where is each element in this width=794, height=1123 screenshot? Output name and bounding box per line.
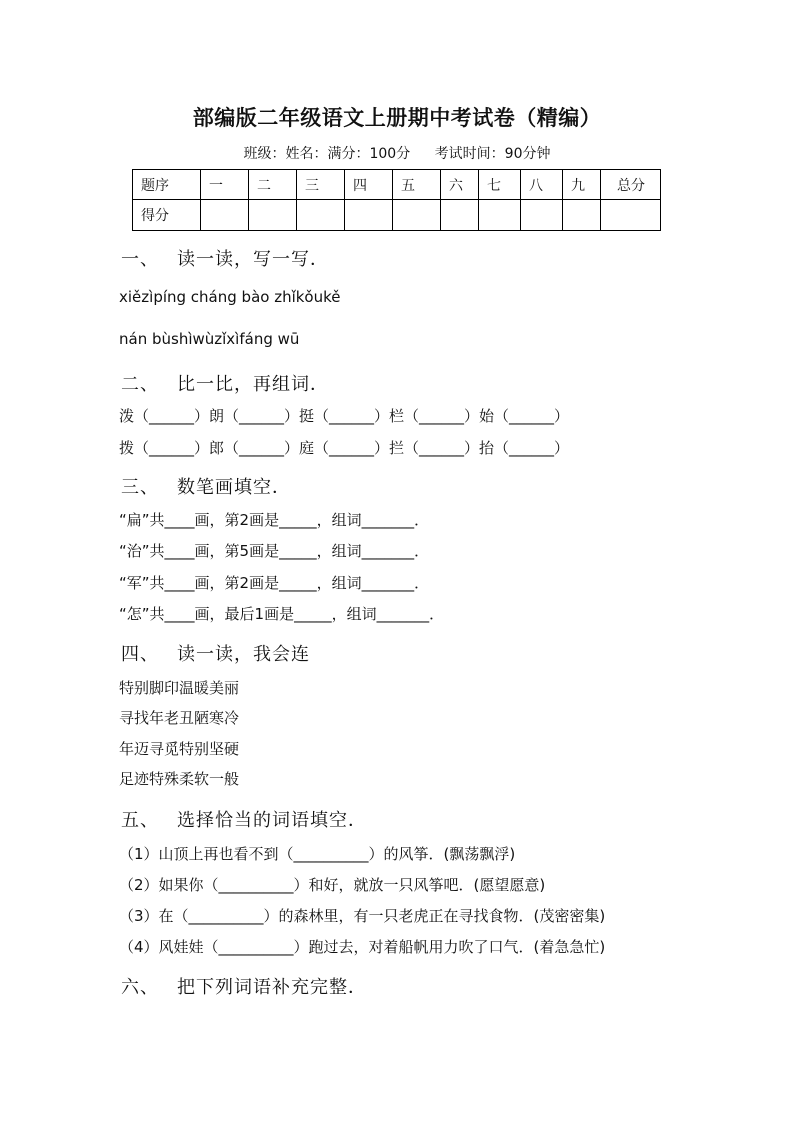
section-1-heading (121, 245, 329, 271)
section-number: 五、 (121, 810, 159, 831)
section-title: 数笔画填空． (177, 477, 291, 498)
score-table-header-row (133, 170, 661, 200)
compare-words-line: 拨（______）郎（______）庭（______）拦（______）抬（______） (119, 439, 570, 457)
score-row-label: 得分 (133, 200, 201, 231)
section-title: 读一读，写一写． (177, 249, 329, 270)
score-table (132, 169, 661, 231)
stroke-question: “扁”共____画，第2画是_____，组词_______． (119, 511, 430, 529)
score-cell[interactable] (249, 200, 297, 231)
score-table-header-cell: 九 (563, 170, 601, 200)
stroke-question: “治”共____画，第5画是_____，组词_______． (119, 542, 430, 560)
page-title: 部编版二年级语文上册期中考试卷（精编） (192, 105, 602, 130)
score-table-header-cell: 题序 (133, 170, 201, 200)
pinyin-line: nán bùshìwùzǐxìfáng wū (119, 330, 300, 348)
matching-line: 寻找年老丑陋寒冷 (119, 709, 240, 727)
matching-line: 足迹特殊柔软一般 (119, 770, 240, 788)
class-name-score-info: 班级：姓名：满分：100分 (243, 146, 411, 162)
score-table-header-cell: 二 (249, 170, 297, 200)
score-cell[interactable] (201, 200, 249, 231)
score-cell[interactable] (393, 200, 441, 231)
section-number: 六、 (121, 977, 159, 998)
fill-in-question: （4）风娃娃（__________）跑过去，对着船帆用力吹了口气．(着急急忙) (119, 938, 606, 956)
fill-in-question: （3）在（__________）的森林里，有一只老虎正在寻找食物．(茂密密集) (119, 907, 606, 925)
exam-info (0, 143, 794, 163)
exam-time: 考试时间：90分钟 (434, 146, 551, 162)
score-table-header-cell: 四 (345, 170, 393, 200)
section-number: 一、 (121, 249, 159, 270)
compare-words-line: 泼（______）朗（______）挺（______）栏（______）始（______） (119, 407, 570, 425)
score-table-header-cell: 六 (441, 170, 479, 200)
score-cell[interactable] (345, 200, 393, 231)
score-table-header-cell: 七 (479, 170, 521, 200)
score-table-score-row (133, 200, 661, 231)
section-6-heading (121, 973, 367, 999)
section-number: 二、 (121, 374, 159, 395)
score-table-header-cell: 三 (297, 170, 345, 200)
section-4-heading (121, 640, 310, 666)
section-title: 把下列词语补充完整． (177, 977, 367, 998)
score-cell[interactable] (297, 200, 345, 231)
matching-line: 特别脚印温暖美丽 (119, 679, 240, 697)
score-cell[interactable] (521, 200, 563, 231)
score-cell[interactable] (441, 200, 479, 231)
section-number: 三、 (121, 477, 159, 498)
fill-in-question: （1）山顶上再也看不到（__________）的风筝．(飘荡飘浮) (119, 845, 516, 863)
matching-line: 年迈寻觅特别坚硬 (119, 740, 240, 758)
section-title: 读一读，我会连 (177, 644, 310, 665)
score-table-header-cell: 八 (521, 170, 563, 200)
stroke-question: “军”共____画，第2画是_____，组词_______． (119, 574, 430, 592)
fill-in-question: （2）如果你（__________）和好，就放一只风筝吧．(愿望愿意) (119, 876, 546, 894)
stroke-question: “怎”共____画，最后1画是_____，组词_______． (119, 605, 445, 623)
score-cell[interactable] (563, 200, 601, 231)
score-table-header-cell: 一 (201, 170, 249, 200)
pinyin-line: xiězìpíng cháng bào zhǐkǒukě (119, 288, 341, 306)
score-cell[interactable] (601, 200, 661, 231)
score-table-header-cell: 五 (393, 170, 441, 200)
section-2-heading (121, 370, 329, 396)
section-title: 选择恰当的词语填空． (177, 810, 367, 831)
score-table-header-cell: 总分 (601, 170, 661, 200)
section-title: 比一比，再组词． (177, 374, 329, 395)
section-number: 四、 (121, 644, 159, 665)
section-5-heading (121, 806, 367, 832)
section-3-heading (121, 473, 291, 499)
score-cell[interactable] (479, 200, 521, 231)
